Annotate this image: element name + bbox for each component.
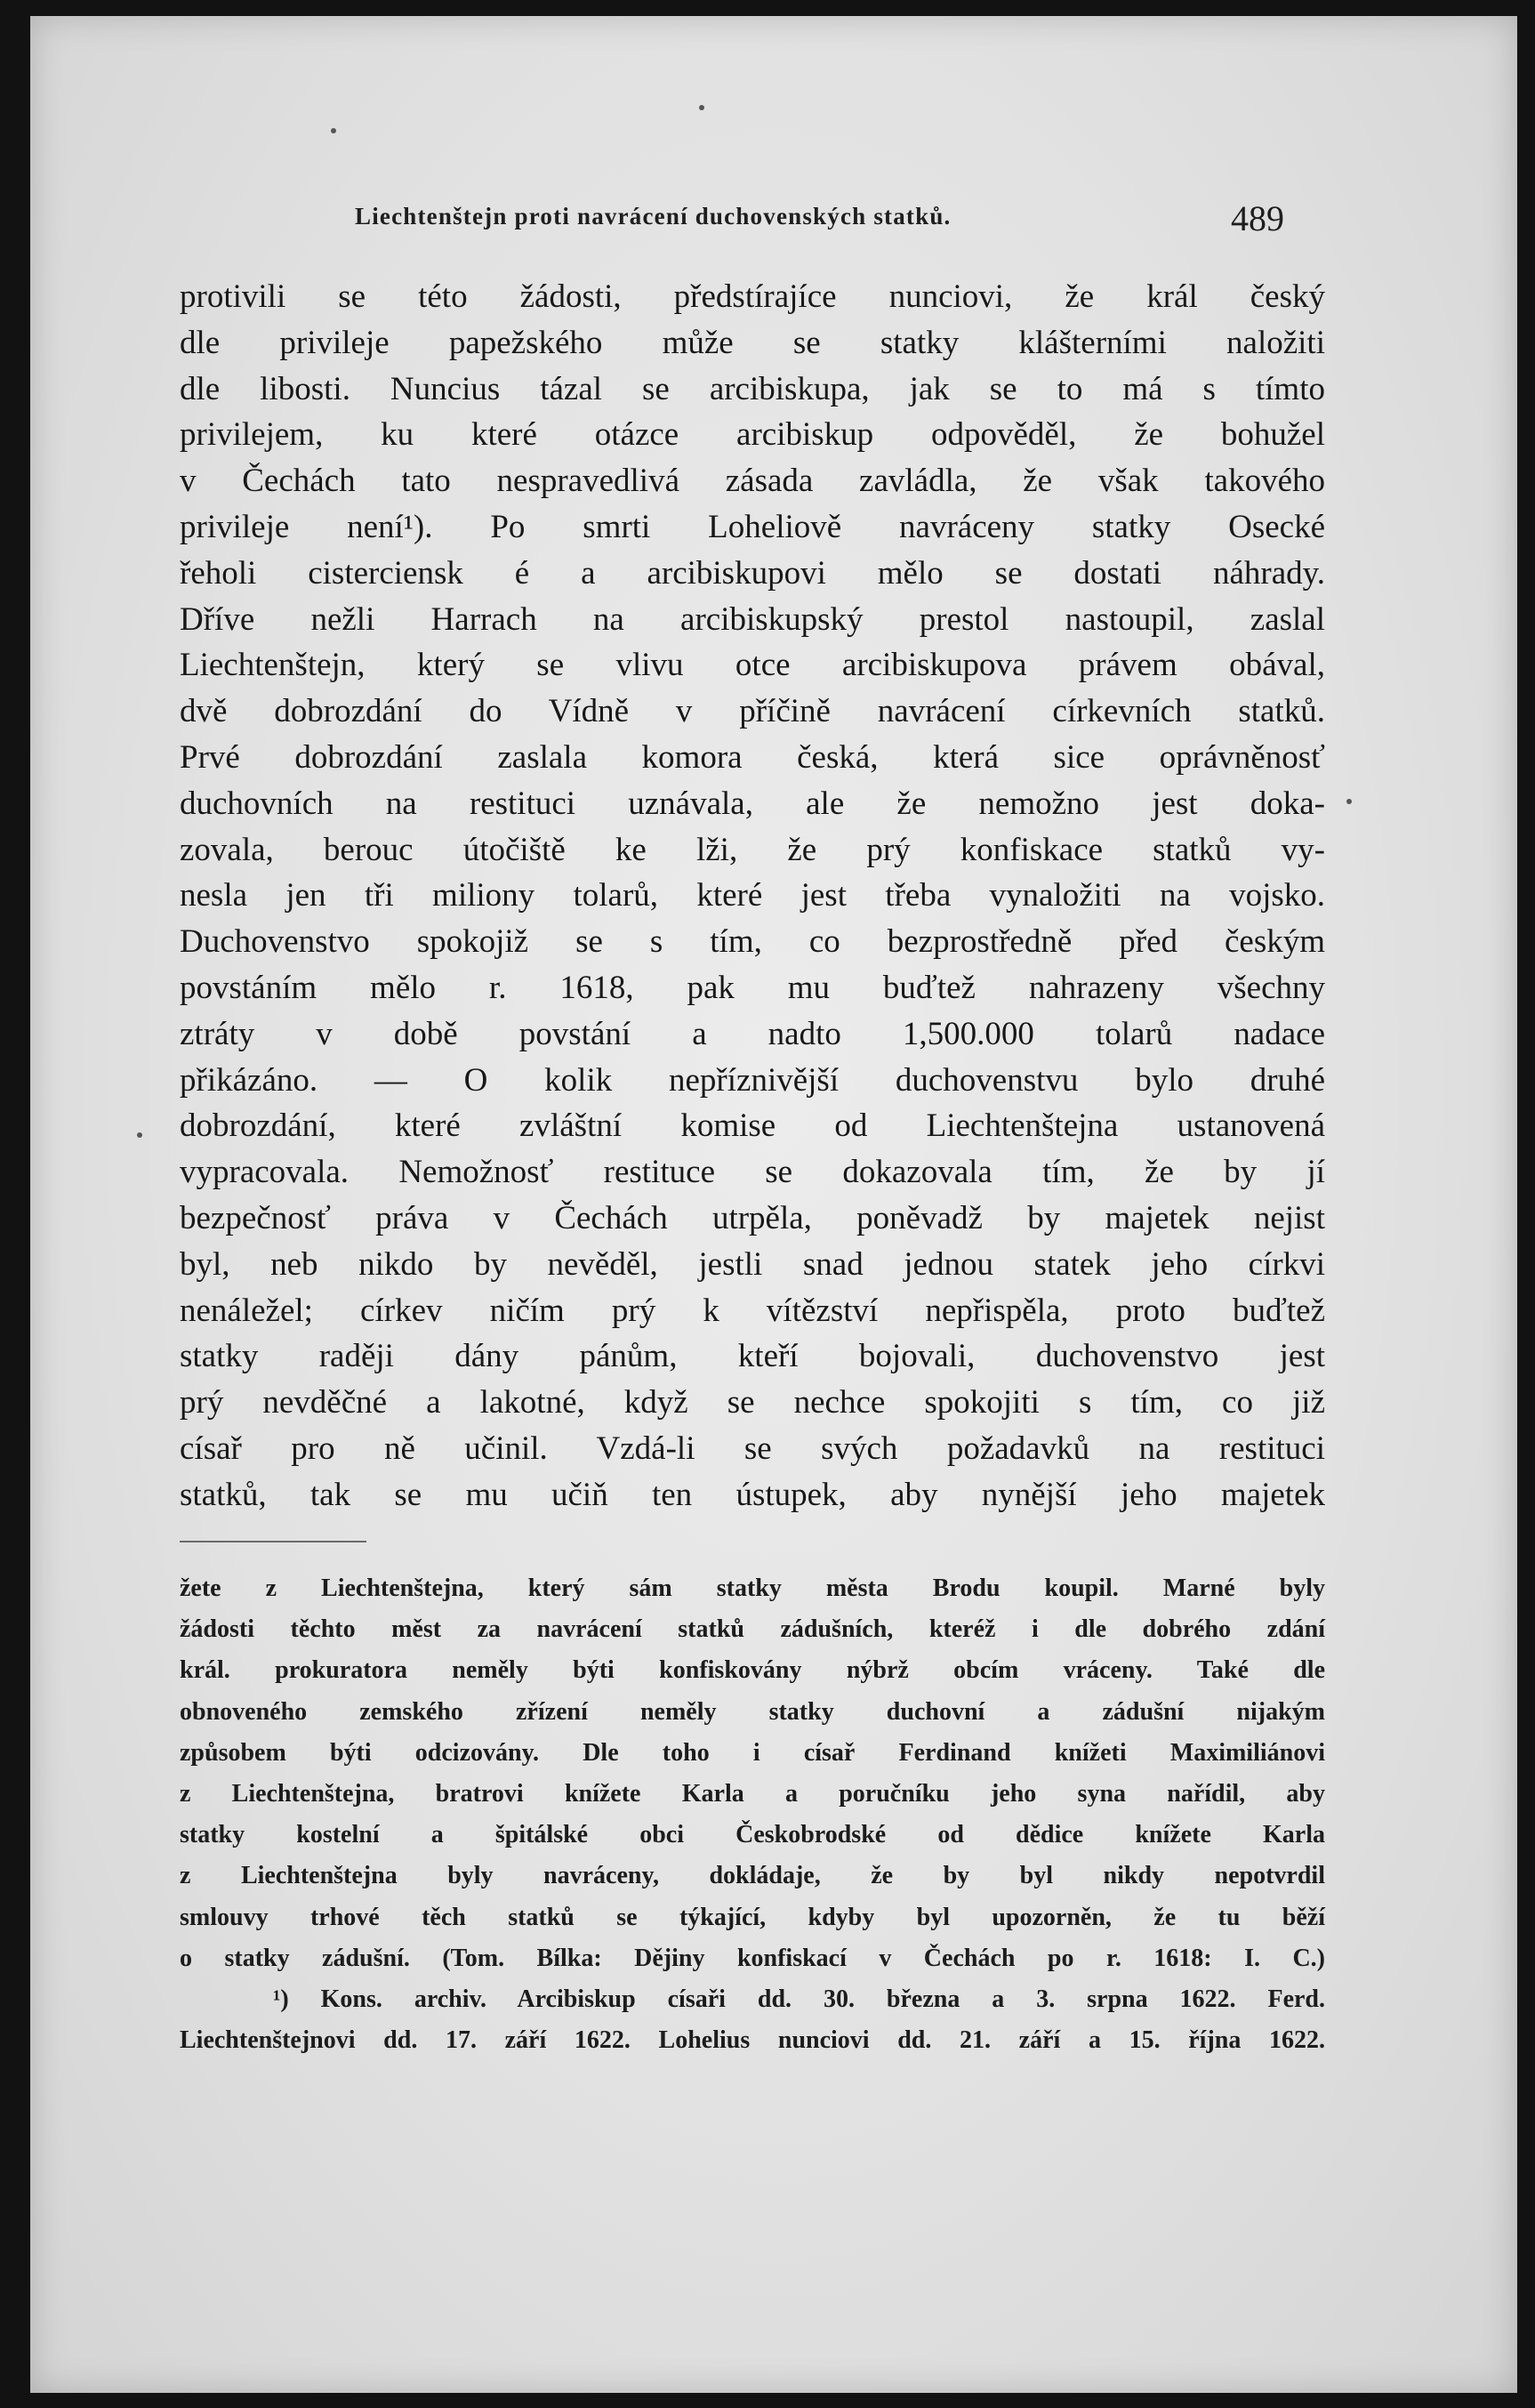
footnote-line: o statky zádušní. (Tom. Bílka: Dějiny konfiskací v Čechách po r. 1618: I. C.) <box>180 1944 1325 1972</box>
text-line: privilejem, ku které otázce arcibiskup odpověděl, že bohužel <box>180 416 1325 454</box>
text-line: statky raději dány pánům, kteří bojovali, duchovenstvo jest <box>180 1338 1325 1375</box>
footnotes <box>180 1568 1325 2061</box>
footnote-line: žádosti těchto měst za navrácení statků zádušních, kteréž i dle dobrého zdání <box>180 1615 1325 1644</box>
footnote-line: statky kostelní a špitálské obci Českobrodské od dědice knížete Karla <box>180 1821 1325 1849</box>
text-line: protivili se této žádosti, předstírajíce nunciovi, že král český <box>180 278 1325 315</box>
text-line: nenáležel; církev ničím prý k vítězství nepřispěla, proto buďtež <box>180 1292 1325 1329</box>
text-line: dobrozdání, které zvláštní komise od Liechtenštejna ustanovená <box>180 1107 1325 1145</box>
scan-speck <box>1346 799 1352 804</box>
footnote-line: z Liechtenštejna, bratrovi knížete Karla a poručníku jeho syna nařídil, aby <box>180 1779 1325 1808</box>
text-line: prý nevděčné a lakotné, když se nechce spokojiti s tím, co již <box>180 1384 1325 1421</box>
footnote-line: smlouvy trhové těch statků se týkající, kdyby byl upozorněn, že tu běží <box>180 1903 1325 1931</box>
scan-speck <box>699 105 704 110</box>
text-line: povstáním mělo r. 1618, pak mu buďtež nahrazeny všechny <box>180 969 1325 1006</box>
text-line: zovala, berouc útočiště ke lži, že prý konfiskace statků vy- <box>180 831 1325 868</box>
footnote-line: žete z Liechtenštejna, který sám statky města Brodu koupil. Marné byly <box>180 1574 1325 1602</box>
text-line: bezpečnosť práva v Čechách utrpěla, poněvadž by majetek nejist <box>180 1199 1325 1236</box>
text-line: Duchovenstvo spokojiž se s tím, co bezprostředně před českým <box>180 923 1325 961</box>
text-line: byl, neb nikdo by nevěděl, jestli snad jednou statek jeho církvi <box>180 1245 1325 1283</box>
footnote-line: obnoveného zemského zřízení neměly statky duchovní a zádušní nijakým <box>180 1697 1325 1726</box>
text-line: Liechtenštejn, který se vlivu otce arcibiskupova právem obával, <box>180 647 1325 684</box>
text-line: dvě dobrozdání do Vídně v příčině navrácení církevních statků. <box>180 693 1325 730</box>
page-number: 489 <box>1231 198 1284 238</box>
text-line: nesla jen tři miliony tolarů, které jest třeba vynaložiti na vojsko. <box>180 877 1325 914</box>
text-line: v Čechách tato nespravedlivá zásada zavládla, že však takového <box>180 463 1325 500</box>
text-line: řeholi cisterciensk é a arcibiskupovi mělo se dostati náhrady. <box>180 554 1325 592</box>
text-line: Prvé dobrozdání zaslala komora česká, která sice oprávněnosť <box>180 738 1325 776</box>
text-line: císař pro ně učinil. Vzdá-li se svých požadavků na restituci <box>180 1429 1325 1467</box>
footnote-line: z Liechtenštejna byly navráceny, dokládaje, že by byl nikdy nepotvrdil <box>180 1862 1325 1890</box>
main-text <box>180 274 1325 1518</box>
text-line: vypracovala. Nemožnosť restituce se dokazovala tím, že by jí <box>180 1154 1325 1191</box>
footnote-line: král. prokuratora neměly býti konfiskovány nýbrž obcím vráceny. Také dle <box>180 1656 1325 1685</box>
text-line: ztráty v době povstání a nadto 1,500.000 tolarů nadace <box>180 1015 1325 1052</box>
page-header <box>30 198 1517 247</box>
text-line: privileje není¹). Po smrti Loheliově navráceny statky Osecké <box>180 508 1325 545</box>
text-line: Dříve nežli Harrach na arcibiskupský prestol nastoupil, zaslal <box>180 600 1325 638</box>
text-line: dle libosti. Nuncius tázal se arcibiskupa, jak se to má s tímto <box>180 370 1325 407</box>
text-line: statků, tak se mu učiň ten ústupek, aby nynější jeho majetek <box>180 1476 1325 1513</box>
text-line: přikázáno. — O kolik nepříznivější duchovenstvu bylo druhé <box>180 1061 1325 1099</box>
book-page <box>30 16 1517 2393</box>
text-line: duchovních na restituci uznávala, ale že nemožno jest doka- <box>180 785 1325 822</box>
running-title: Liechtenštejn proti navrácení duchovenských statků. <box>355 203 952 230</box>
footnote-divider <box>180 1541 366 1542</box>
footnote-line: způsobem býti odcizovány. Dle toho i císař Ferdinand knížeti Maximiliánovi <box>180 1738 1325 1767</box>
text-line: dle privileje papežského může se statky klášterními naložiti <box>180 324 1325 361</box>
scan-speck <box>331 128 336 133</box>
scan-speck <box>137 1132 142 1138</box>
footnote-1-line: Liechtenštejnovi dd. 17. září 1622. Lohelius nunciovi dd. 21. září a 15. října 1622. <box>180 2026 1325 2055</box>
footnote-1-line: ¹) Kons. archiv. Arcibiskup císaři dd. 30. března a 3. srpna 1622. Ferd. <box>273 1985 1325 2013</box>
